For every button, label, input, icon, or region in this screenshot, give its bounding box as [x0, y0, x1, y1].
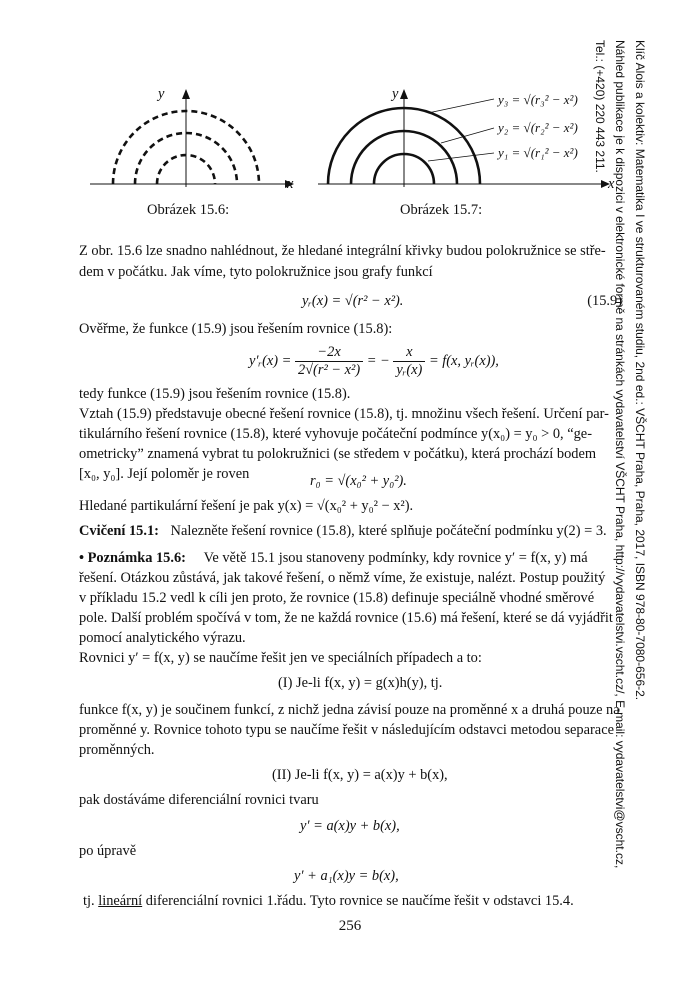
page-number: 256	[338, 918, 362, 934]
equation-number-15-9: (15.9)	[587, 293, 622, 309]
fig2-axis-x: x	[608, 176, 615, 192]
side-note-line-2: Náhled publikace je k dispozici v elektronické formě na stránkách vydavatelství VŠCHT Praha, http://vydavatelstvi.vscht.cz/, E-mail: vydavatelstvi@vscht.cz, Tel.: (+420) 220 443 211.	[593, 40, 627, 869]
fig2-axis-y: y	[392, 86, 399, 102]
note-text-c: v příkladu 15.2 vedl k cíli jen proto, že rovnice (15.8) definuje speciálně vhodné směrové	[79, 590, 595, 606]
note-text-e: pomocí analytického výrazu.	[79, 630, 246, 646]
paragraph-4a: Vztah (15.9) představuje obecné řešení rovnice (15.8), tj. množinu všech řešení. Určení par-	[79, 406, 609, 422]
equation-derivative	[249, 344, 499, 379]
exercise-15-1	[79, 523, 607, 540]
paragraph-4b: tikulárního řešení rovnice (15.8), které vyhovuje počáteční podmínce y(x₀) = y₀ > 0, “ge-	[79, 426, 592, 442]
paragraph-7c: proměnných.	[79, 742, 155, 758]
paragraph-1a: Z obr. 15.6 lze snadno nahlédnout, že hledané integrální křivky budou polokružnice se stře-	[79, 243, 606, 259]
fig2-label-y1: y₁ = √(r₁² − x²)	[498, 145, 578, 160]
fig2-label-y3: y₃ = √(r₃² − x²)	[498, 92, 578, 107]
paragraph-1b: dem v počátku. Jak víme, tyto polokružnice jsou grafy funkcí	[79, 264, 433, 280]
equation-linear-2: y′ + a₁(x)y = b(x),	[294, 868, 399, 884]
equation-15-9: yᵣ(x) = √(r² − x²).	[302, 293, 404, 309]
eq-deriv-mid: = −	[366, 352, 390, 369]
eq-deriv-frac2: $\frac{x}{\text{yᵣ(x)}}$	[393, 344, 425, 379]
fig2-caption: Obrázek 15.7:	[400, 202, 483, 218]
note-15-6	[79, 550, 588, 567]
fig1-axis-y: y	[158, 86, 165, 102]
paragraph-5: Hledané partikulární řešení je pak y(x) = √(x₀² + y₀² − x²).	[79, 498, 414, 514]
paragraph-6: Rovnici y′ = f(x, y) se naučíme řešit jen ve speciálních případech a to:	[79, 650, 482, 666]
linear-link: lineární	[98, 893, 143, 909]
exercise-label: Cvičení 15.1:	[79, 523, 159, 539]
fig1-axis-x: x	[287, 176, 294, 192]
eq-deriv-rhs: = f(x, yᵣ(x)),	[428, 352, 499, 369]
paragraph-2: Ověřme, že funkce (15.9) jsou řešením rovnice (15.8):	[79, 321, 393, 337]
case-1: (I) Je-li f(x, y) = g(x)h(y), tj.	[278, 675, 443, 691]
paragraph-3: tedy funkce (15.9) jsou řešením rovnice (15.8).	[79, 386, 351, 402]
case-2: (II) Je-li f(x, y) = a(x)y + b(x),	[272, 767, 448, 783]
note-label: • Poznámka 15.6:	[79, 550, 186, 566]
paragraph-7a: funkce f(x, y) je součinem funkcí, z nichž jedna závisí pouze na proměnné x a druhá pouze na	[79, 702, 620, 718]
paragraph-8: pak dostáváme diferenciální rovnici tvaru	[79, 792, 319, 808]
equation-r0: r₀ = √(x₀² + y₀²).	[310, 473, 407, 489]
paragraph-4c: ometricky” znamená vybrat tu polokružnici (se středem v počátku), která prochází bodem	[79, 446, 597, 462]
note-text-d: pole. Další problém spočívá v tom, že ne každá rovnice (15.6) má řešení, které se dá vyjádřit	[79, 610, 613, 626]
paragraph-7b: proměnné y. Rovnice tohoto typu se naučíme řešit v následujícím odstavci metodou separace	[79, 722, 614, 738]
paragraph-4d: [x₀, y₀]. Její poloměr je roven	[79, 466, 250, 482]
note-text-b: řešení. Otázkou zůstává, jak takové řešení, o němž víme, že existuje, nalézt. Postup použitý	[79, 570, 606, 586]
fig1-caption: Obrázek 15.6:	[147, 202, 230, 218]
paragraph-9: po úpravě	[79, 843, 137, 859]
note-text-a: Ve větě 15.1 jsou stanoveny podmínky, kdy rovnice y′ = f(x, y) má	[203, 550, 588, 566]
side-note	[566, 40, 650, 880]
equation-linear-1: y′ = a(x)y + b(x),	[300, 818, 400, 834]
eq-deriv-lhs: y′ᵣ(x) =	[249, 352, 292, 369]
paragraph-10: tj. lineární diferenciální rovnici 1.řádu. Tyto rovnice se naučíme řešit v odstavci 15.4.	[83, 893, 574, 909]
fig2-label-y2: y₂ = √(r₂² − x²)	[498, 120, 578, 135]
figure-15-6	[90, 85, 300, 195]
side-note-line-1: Klíč Alois a kolektiv: Matematika I ve strukturovaném studiu, 2nd ed.: VŠCHT Praha, Praha, 2017, ISBN 978-80-7080-656-2.	[633, 40, 647, 701]
exercise-text: Nalezněte řešení rovnice (15.8), které splňuje počáteční podmínku y(2) = 3.	[170, 523, 607, 539]
eq-deriv-frac1: $\frac{-2x}{\text{2√(r² − x²)}}$	[295, 344, 363, 379]
